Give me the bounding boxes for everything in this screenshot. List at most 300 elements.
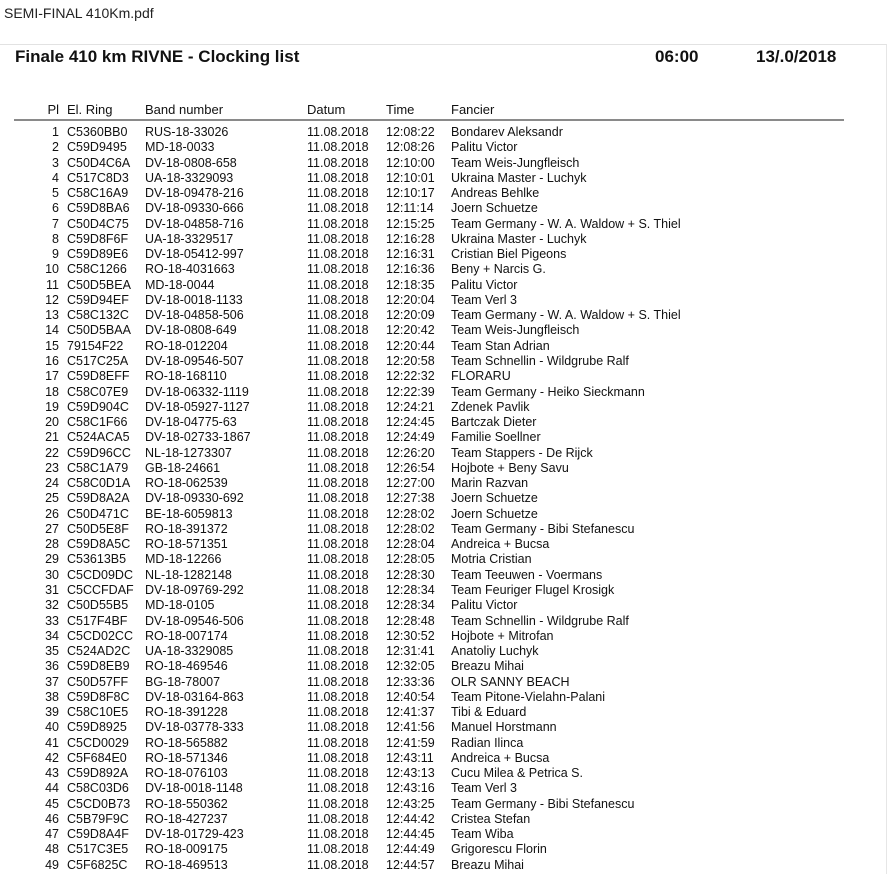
cell-fancier: Beny + Narcis G. xyxy=(451,262,546,277)
cell-pl: 17 xyxy=(45,369,59,384)
cell-time: 12:20:44 xyxy=(386,338,435,353)
table-row xyxy=(14,262,844,277)
table-row xyxy=(14,781,844,796)
header-ring: El. Ring xyxy=(67,102,113,117)
cell-band: RO-18-469513 xyxy=(145,857,228,872)
cell-ring: C524AD2C xyxy=(67,644,131,659)
cell-datum: 11.08.2018 xyxy=(307,460,369,475)
cell-datum: 11.08.2018 xyxy=(307,369,369,384)
cell-ring: C58C1F66 xyxy=(67,415,128,430)
cell-band: DV-18-09330-692 xyxy=(145,491,244,506)
cell-datum: 11.08.2018 xyxy=(307,567,369,582)
cell-pl: 2 xyxy=(52,140,59,155)
cell-ring: C5CD09DC xyxy=(67,567,133,582)
table-row xyxy=(14,537,844,552)
cell-fancier: OLR SANNY BEACH xyxy=(451,674,570,689)
cell-band: RO-18-076103 xyxy=(145,766,228,781)
table-row xyxy=(14,614,844,629)
cell-time: 12:28:02 xyxy=(386,521,435,536)
table-row xyxy=(14,842,844,857)
cell-ring: C5B79F9C xyxy=(67,811,129,826)
cell-datum: 11.08.2018 xyxy=(307,216,369,231)
cell-datum: 11.08.2018 xyxy=(307,674,369,689)
cell-pl: 22 xyxy=(45,445,59,460)
cell-datum: 11.08.2018 xyxy=(307,186,369,201)
cell-fancier: Team Germany - W. A. Waldow + S. Thiel xyxy=(451,216,681,231)
cell-ring: C50D4C75 xyxy=(67,216,129,231)
cell-ring: C5F6825C xyxy=(67,857,128,872)
table-row xyxy=(14,629,844,644)
cell-datum: 11.08.2018 xyxy=(307,598,369,613)
table-row xyxy=(14,201,844,216)
cell-ring: C50D5E8F xyxy=(67,521,129,536)
cell-pl: 15 xyxy=(45,338,59,353)
cell-datum: 11.08.2018 xyxy=(307,430,369,445)
cell-fancier: Team Verl 3 xyxy=(451,781,518,796)
cell-fancier: Joern Schuetze xyxy=(451,506,538,521)
cell-fancier: Ukraina Master - Luchyk xyxy=(451,231,587,246)
cell-ring: C50D5BAA xyxy=(67,323,131,338)
cell-pl: 10 xyxy=(45,262,59,277)
header-band: Band number xyxy=(145,102,224,117)
cell-pl: 25 xyxy=(45,491,59,506)
cell-ring: C5CD0B73 xyxy=(67,796,131,811)
cell-fancier: Palitu Victor xyxy=(451,277,518,292)
cell-band: DV-18-01729-423 xyxy=(145,827,244,842)
cell-datum: 11.08.2018 xyxy=(307,857,369,872)
cell-fancier: Cristea Stefan xyxy=(451,811,531,826)
cell-datum: 11.08.2018 xyxy=(307,445,369,460)
cell-time: 12:30:52 xyxy=(386,628,435,643)
cell-band: RO-18-012204 xyxy=(145,338,228,353)
table-row xyxy=(14,736,844,751)
cell-datum: 11.08.2018 xyxy=(307,277,369,292)
table-row xyxy=(14,690,844,705)
cell-band: DV-18-0018-1133 xyxy=(145,292,243,307)
cell-time: 12:15:25 xyxy=(386,216,435,231)
cell-time: 12:20:58 xyxy=(386,353,435,368)
table-row xyxy=(14,446,844,461)
cell-pl: 26 xyxy=(45,506,59,521)
table-row xyxy=(14,156,844,171)
table-row xyxy=(14,720,844,735)
table-row xyxy=(14,675,844,690)
cell-pl: 8 xyxy=(52,231,59,246)
header-fancier: Fancier xyxy=(451,102,495,117)
cell-ring: C58C03D6 xyxy=(67,781,129,796)
table-row xyxy=(14,476,844,491)
cell-pl: 46 xyxy=(45,811,59,826)
cell-datum: 11.08.2018 xyxy=(307,720,369,735)
cell-band: DV-18-0018-1148 xyxy=(145,781,243,796)
cell-ring: C59D892A xyxy=(67,766,129,781)
cell-ring: C58C1A79 xyxy=(67,460,129,475)
cell-band: BE-18-6059813 xyxy=(145,506,233,521)
cell-pl: 28 xyxy=(45,537,59,552)
cell-fancier: Joern Schuetze xyxy=(451,491,538,506)
cell-datum: 11.08.2018 xyxy=(307,476,369,491)
cell-time: 12:43:13 xyxy=(386,766,435,781)
cell-fancier: Cristian Biel Pigeons xyxy=(451,247,567,262)
cell-time: 12:28:34 xyxy=(386,582,435,597)
cell-band: RO-18-007174 xyxy=(145,628,228,643)
table-row xyxy=(14,186,844,201)
cell-band: DV-18-05927-1127 xyxy=(145,399,250,414)
cell-datum: 11.08.2018 xyxy=(307,628,369,643)
cell-fancier: Team Teeuwen - Voermans xyxy=(451,567,603,582)
cell-time: 12:28:05 xyxy=(386,552,435,567)
cell-time: 12:43:25 xyxy=(386,796,435,811)
header-pl: Pl xyxy=(47,102,59,117)
cell-ring: C58C16A9 xyxy=(67,186,129,201)
cell-time: 12:10:17 xyxy=(386,186,435,201)
cell-ring: C517C3E5 xyxy=(67,842,129,857)
cell-ring: C58C132C xyxy=(67,308,129,323)
cell-datum: 11.08.2018 xyxy=(307,384,369,399)
cell-fancier: Bartczak Dieter xyxy=(451,415,537,430)
cell-datum: 11.08.2018 xyxy=(307,659,369,674)
cell-datum: 11.08.2018 xyxy=(307,781,369,796)
clocking-table-body xyxy=(14,125,844,873)
cell-ring: C50D4C6A xyxy=(67,155,131,170)
cell-ring: C59D8A4F xyxy=(67,827,129,842)
cell-datum: 11.08.2018 xyxy=(307,613,369,628)
cell-band: BG-18-78007 xyxy=(145,674,221,689)
cell-ring: C59D9495 xyxy=(67,140,127,155)
cell-pl: 19 xyxy=(45,399,59,414)
table-row xyxy=(14,385,844,400)
cell-time: 12:16:31 xyxy=(386,247,435,262)
cell-datum: 11.08.2018 xyxy=(307,827,369,842)
cell-time: 12:41:56 xyxy=(386,720,435,735)
table-row xyxy=(14,308,844,323)
table-row xyxy=(14,522,844,537)
cell-time: 12:33:36 xyxy=(386,674,435,689)
cell-band: RO-18-571351 xyxy=(145,537,228,552)
cell-ring: C524ACA5 xyxy=(67,430,130,445)
cell-ring: C5CD0029 xyxy=(67,735,129,750)
cell-band: DV-18-09330-666 xyxy=(145,201,244,216)
header-datum: Datum xyxy=(307,102,346,117)
cell-pl: 11 xyxy=(46,277,59,292)
cell-pl: 29 xyxy=(45,552,59,567)
cell-ring: C59D8925 xyxy=(67,720,127,735)
cell-pl: 47 xyxy=(45,827,59,842)
cell-fancier: Zdenek Pavlik xyxy=(451,399,530,414)
cell-pl: 33 xyxy=(45,613,59,628)
cell-fancier: Team Weis-Jungfleisch xyxy=(451,155,580,170)
cell-ring: C53613B5 xyxy=(67,552,127,567)
cell-band: DV-18-09478-216 xyxy=(145,186,244,201)
cell-time: 12:20:42 xyxy=(386,323,435,338)
cell-ring: C59D904C xyxy=(67,399,129,414)
table-row xyxy=(14,217,844,232)
cell-ring: C59D89E6 xyxy=(67,247,129,262)
cell-band: DV-18-04858-716 xyxy=(145,216,244,231)
file-title: SEMI-FINAL 410Km.pdf xyxy=(4,5,154,21)
cell-datum: 11.08.2018 xyxy=(307,811,369,826)
cell-fancier: Hojbote + Mitrofan xyxy=(451,628,554,643)
table-row xyxy=(14,659,844,674)
cell-ring: C59D8F8C xyxy=(67,689,130,704)
cell-time: 12:44:57 xyxy=(386,857,435,872)
cell-datum: 11.08.2018 xyxy=(307,155,369,170)
cell-time: 12:43:11 xyxy=(386,750,434,765)
cell-datum: 11.08.2018 xyxy=(307,750,369,765)
table-row xyxy=(14,278,844,293)
cell-pl: 20 xyxy=(45,415,59,430)
table-row xyxy=(14,247,844,262)
cell-fancier: Tibi & Eduard xyxy=(451,705,527,720)
cell-fancier: Team Verl 3 xyxy=(451,292,518,307)
table-row xyxy=(14,552,844,567)
cell-datum: 11.08.2018 xyxy=(307,170,369,185)
cell-ring: C59D8A5C xyxy=(67,537,131,552)
cell-band: DV-18-05412-997 xyxy=(145,247,244,262)
cell-time: 12:41:37 xyxy=(386,705,435,720)
cell-time: 12:20:09 xyxy=(386,308,435,323)
cell-time: 12:41:59 xyxy=(386,735,435,750)
cell-time: 12:20:04 xyxy=(386,292,435,307)
cell-band: DV-18-09546-506 xyxy=(145,613,244,628)
cell-band: RO-18-571346 xyxy=(145,750,228,765)
cell-fancier: Andreas Behlke xyxy=(451,186,540,201)
cell-time: 12:43:16 xyxy=(386,781,435,796)
cell-time: 12:28:34 xyxy=(386,598,435,613)
cell-fancier: Ukraina Master - Luchyk xyxy=(451,170,587,185)
cell-fancier: Team Pitone-Vielahn-Palani xyxy=(451,689,606,704)
cell-fancier: Joern Schuetze xyxy=(451,201,538,216)
table-row xyxy=(14,858,844,873)
table-row xyxy=(14,171,844,186)
cell-band: DV-18-03164-863 xyxy=(145,689,244,704)
cell-datum: 11.08.2018 xyxy=(307,415,369,430)
cell-pl: 14 xyxy=(45,323,59,338)
table-row xyxy=(14,339,844,354)
cell-band: RO-18-4031663 xyxy=(145,262,235,277)
cell-time: 12:31:41 xyxy=(386,644,435,659)
cell-time: 12:44:49 xyxy=(386,842,435,857)
cell-time: 12:28:04 xyxy=(386,537,435,552)
cell-pl: 48 xyxy=(45,842,59,857)
cell-fancier: Breazu Mihai xyxy=(451,857,524,872)
cell-band: RO-18-168110 xyxy=(145,369,227,384)
cell-ring: C50D471C xyxy=(67,506,129,521)
cell-time: 12:40:54 xyxy=(386,689,435,704)
table-row xyxy=(14,797,844,812)
table-row xyxy=(14,125,844,140)
cell-ring: C59D8EB9 xyxy=(67,659,130,674)
cell-band: RO-18-391228 xyxy=(145,705,228,720)
cell-time: 12:10:00 xyxy=(386,155,435,170)
cell-pl: 12 xyxy=(45,292,59,307)
cell-band: DV-18-0808-649 xyxy=(145,323,237,338)
table-row xyxy=(14,232,844,247)
cell-pl: 36 xyxy=(45,659,59,674)
cell-datum: 11.08.2018 xyxy=(307,308,369,323)
cell-pl: 44 xyxy=(45,781,59,796)
table-header xyxy=(14,102,844,121)
release-time: 06:00 xyxy=(655,47,699,66)
table-row xyxy=(14,415,844,430)
cell-time: 12:08:22 xyxy=(386,125,435,139)
table-row xyxy=(14,400,844,415)
cell-fancier: Familie Soellner xyxy=(451,430,541,445)
cell-band: GB-18-24661 xyxy=(145,460,221,475)
cell-pl: 23 xyxy=(45,460,59,475)
cell-band: DV-18-04858-506 xyxy=(145,308,244,323)
cell-band: RUS-18-33026 xyxy=(145,125,229,139)
cell-datum: 11.08.2018 xyxy=(307,338,369,353)
cell-band: UA-18-3329093 xyxy=(145,170,234,185)
cell-fancier: Radian Ilinca xyxy=(451,735,524,750)
cell-fancier: Andreica + Bucsa xyxy=(451,750,550,765)
table-row xyxy=(14,583,844,598)
cell-band: MD-18-0105 xyxy=(145,598,215,613)
cell-datum: 11.08.2018 xyxy=(307,491,369,506)
cell-pl: 24 xyxy=(45,476,59,491)
table-row xyxy=(14,293,844,308)
cell-pl: 13 xyxy=(45,308,59,323)
cell-fancier: Team Germany - W. A. Waldow + S. Thiel xyxy=(451,308,681,323)
cell-time: 12:32:05 xyxy=(386,659,435,674)
cell-pl: 37 xyxy=(45,674,59,689)
table-row xyxy=(14,369,844,384)
cell-pl: 49 xyxy=(45,857,59,872)
cell-fancier: Bondarev Aleksandr xyxy=(451,125,563,139)
cell-time: 12:10:01 xyxy=(386,170,435,185)
cell-datum: 11.08.2018 xyxy=(307,521,369,536)
release-date: 13/.0/2018 xyxy=(756,47,837,66)
cell-fancier: Palitu Victor xyxy=(451,598,518,613)
cell-ring: 79154F22 xyxy=(67,338,124,353)
table-row xyxy=(14,491,844,506)
cell-fancier: Team Wiba xyxy=(451,827,514,842)
cell-ring: C50D57FF xyxy=(67,674,129,689)
cell-time: 12:24:49 xyxy=(386,430,435,445)
cell-pl: 43 xyxy=(45,766,59,781)
cell-ring: C5CD02CC xyxy=(67,628,133,643)
cell-datum: 11.08.2018 xyxy=(307,644,369,659)
cell-ring: C517F4BF xyxy=(67,613,128,628)
cell-time: 12:28:30 xyxy=(386,567,435,582)
cell-datum: 11.08.2018 xyxy=(307,552,369,567)
cell-fancier: Team Feuriger Flugel Krosigk xyxy=(451,582,615,597)
document-title: Finale 410 km RIVNE - Clocking list xyxy=(15,47,300,66)
cell-pl: 34 xyxy=(45,628,59,643)
cell-fancier: Team Stappers - De Rijck xyxy=(451,445,593,460)
table-row xyxy=(14,430,844,445)
cell-time: 12:26:54 xyxy=(386,460,435,475)
cell-pl: 31 xyxy=(45,582,59,597)
cell-time: 12:24:45 xyxy=(386,415,435,430)
cell-band: RO-18-391372 xyxy=(145,521,228,536)
cell-ring: C58C07E9 xyxy=(67,384,129,399)
cell-datum: 11.08.2018 xyxy=(307,582,369,597)
cell-ring: C58C10E5 xyxy=(67,705,129,720)
cell-ring: C59D8F6F xyxy=(67,231,129,246)
cell-pl: 18 xyxy=(45,384,59,399)
cell-pl: 45 xyxy=(45,796,59,811)
cell-fancier: Team Schnellin - Wildgrube Ralf xyxy=(451,353,629,368)
cell-datum: 11.08.2018 xyxy=(307,537,369,552)
cell-fancier: Marin Razvan xyxy=(451,476,529,491)
cell-band: DV-18-02733-1867 xyxy=(145,430,251,445)
cell-pl: 4 xyxy=(52,170,59,185)
cell-time: 12:11:14 xyxy=(386,201,434,216)
cell-pl: 42 xyxy=(45,750,59,765)
table-row xyxy=(14,812,844,827)
cell-fancier: Hojbote + Beny Savu xyxy=(451,460,569,475)
cell-ring: C5CCFDAF xyxy=(67,582,134,597)
cell-time: 12:44:42 xyxy=(386,811,435,826)
cell-pl: 41 xyxy=(45,735,59,750)
cell-pl: 1 xyxy=(52,125,59,139)
cell-fancier: Andreica + Bucsa xyxy=(451,537,550,552)
cell-datum: 11.08.2018 xyxy=(307,262,369,277)
cell-fancier: Team Germany - Bibi Stefanescu xyxy=(451,521,635,536)
cell-band: MD-18-12266 xyxy=(145,552,222,567)
cell-ring: C59D8EFF xyxy=(67,369,130,384)
cell-time: 12:22:39 xyxy=(386,384,435,399)
cell-fancier: Team Germany - Heiko Sieckmann xyxy=(451,384,645,399)
table-row xyxy=(14,140,844,155)
table-row xyxy=(14,751,844,766)
cell-pl: 40 xyxy=(45,720,59,735)
cell-fancier: FLORARU xyxy=(451,369,511,384)
table-row xyxy=(14,766,844,781)
cell-datum: 11.08.2018 xyxy=(307,689,369,704)
cell-time: 12:22:32 xyxy=(386,369,435,384)
cell-ring: C50D55B5 xyxy=(67,598,129,613)
cell-datum: 11.08.2018 xyxy=(307,201,369,216)
cell-band: DV-18-06332-1119 xyxy=(145,384,249,399)
cell-fancier: Motria Cristian xyxy=(451,552,532,567)
cell-ring: C59D8A2A xyxy=(67,491,130,506)
cell-band: DV-18-09769-292 xyxy=(145,582,244,597)
cell-band: DV-18-04775-63 xyxy=(145,415,237,430)
cell-band: DV-18-03778-333 xyxy=(145,720,244,735)
cell-pl: 21 xyxy=(45,430,59,445)
cell-band: UA-18-3329085 xyxy=(145,644,234,659)
table-row xyxy=(14,354,844,369)
cell-fancier: Cucu Milea & Petrica S. xyxy=(451,766,583,781)
cell-band: RO-18-427237 xyxy=(145,811,228,826)
cell-datum: 11.08.2018 xyxy=(307,796,369,811)
cell-band: NL-18-1282148 xyxy=(145,567,232,582)
cell-time: 12:24:21 xyxy=(386,399,435,414)
cell-datum: 11.08.2018 xyxy=(307,399,369,414)
table-row xyxy=(14,827,844,842)
cell-fancier: Team Schnellin - Wildgrube Ralf xyxy=(451,613,629,628)
cell-time: 12:16:28 xyxy=(386,231,435,246)
table-row xyxy=(14,598,844,613)
cell-pl: 35 xyxy=(45,644,59,659)
cell-ring: C5F684E0 xyxy=(67,750,127,765)
cell-pl: 9 xyxy=(52,247,59,262)
cell-pl: 39 xyxy=(45,705,59,720)
cell-time: 12:27:00 xyxy=(386,476,435,491)
pdf-page xyxy=(0,44,887,874)
cell-ring: C58C1266 xyxy=(67,262,127,277)
cell-fancier: Team Stan Adrian xyxy=(451,338,550,353)
cell-ring: C59D8BA6 xyxy=(67,201,130,216)
cell-fancier: Palitu Victor xyxy=(451,140,518,155)
table-row xyxy=(14,568,844,583)
cell-pl: 32 xyxy=(45,598,59,613)
cell-datum: 11.08.2018 xyxy=(307,231,369,246)
table-row xyxy=(14,323,844,338)
